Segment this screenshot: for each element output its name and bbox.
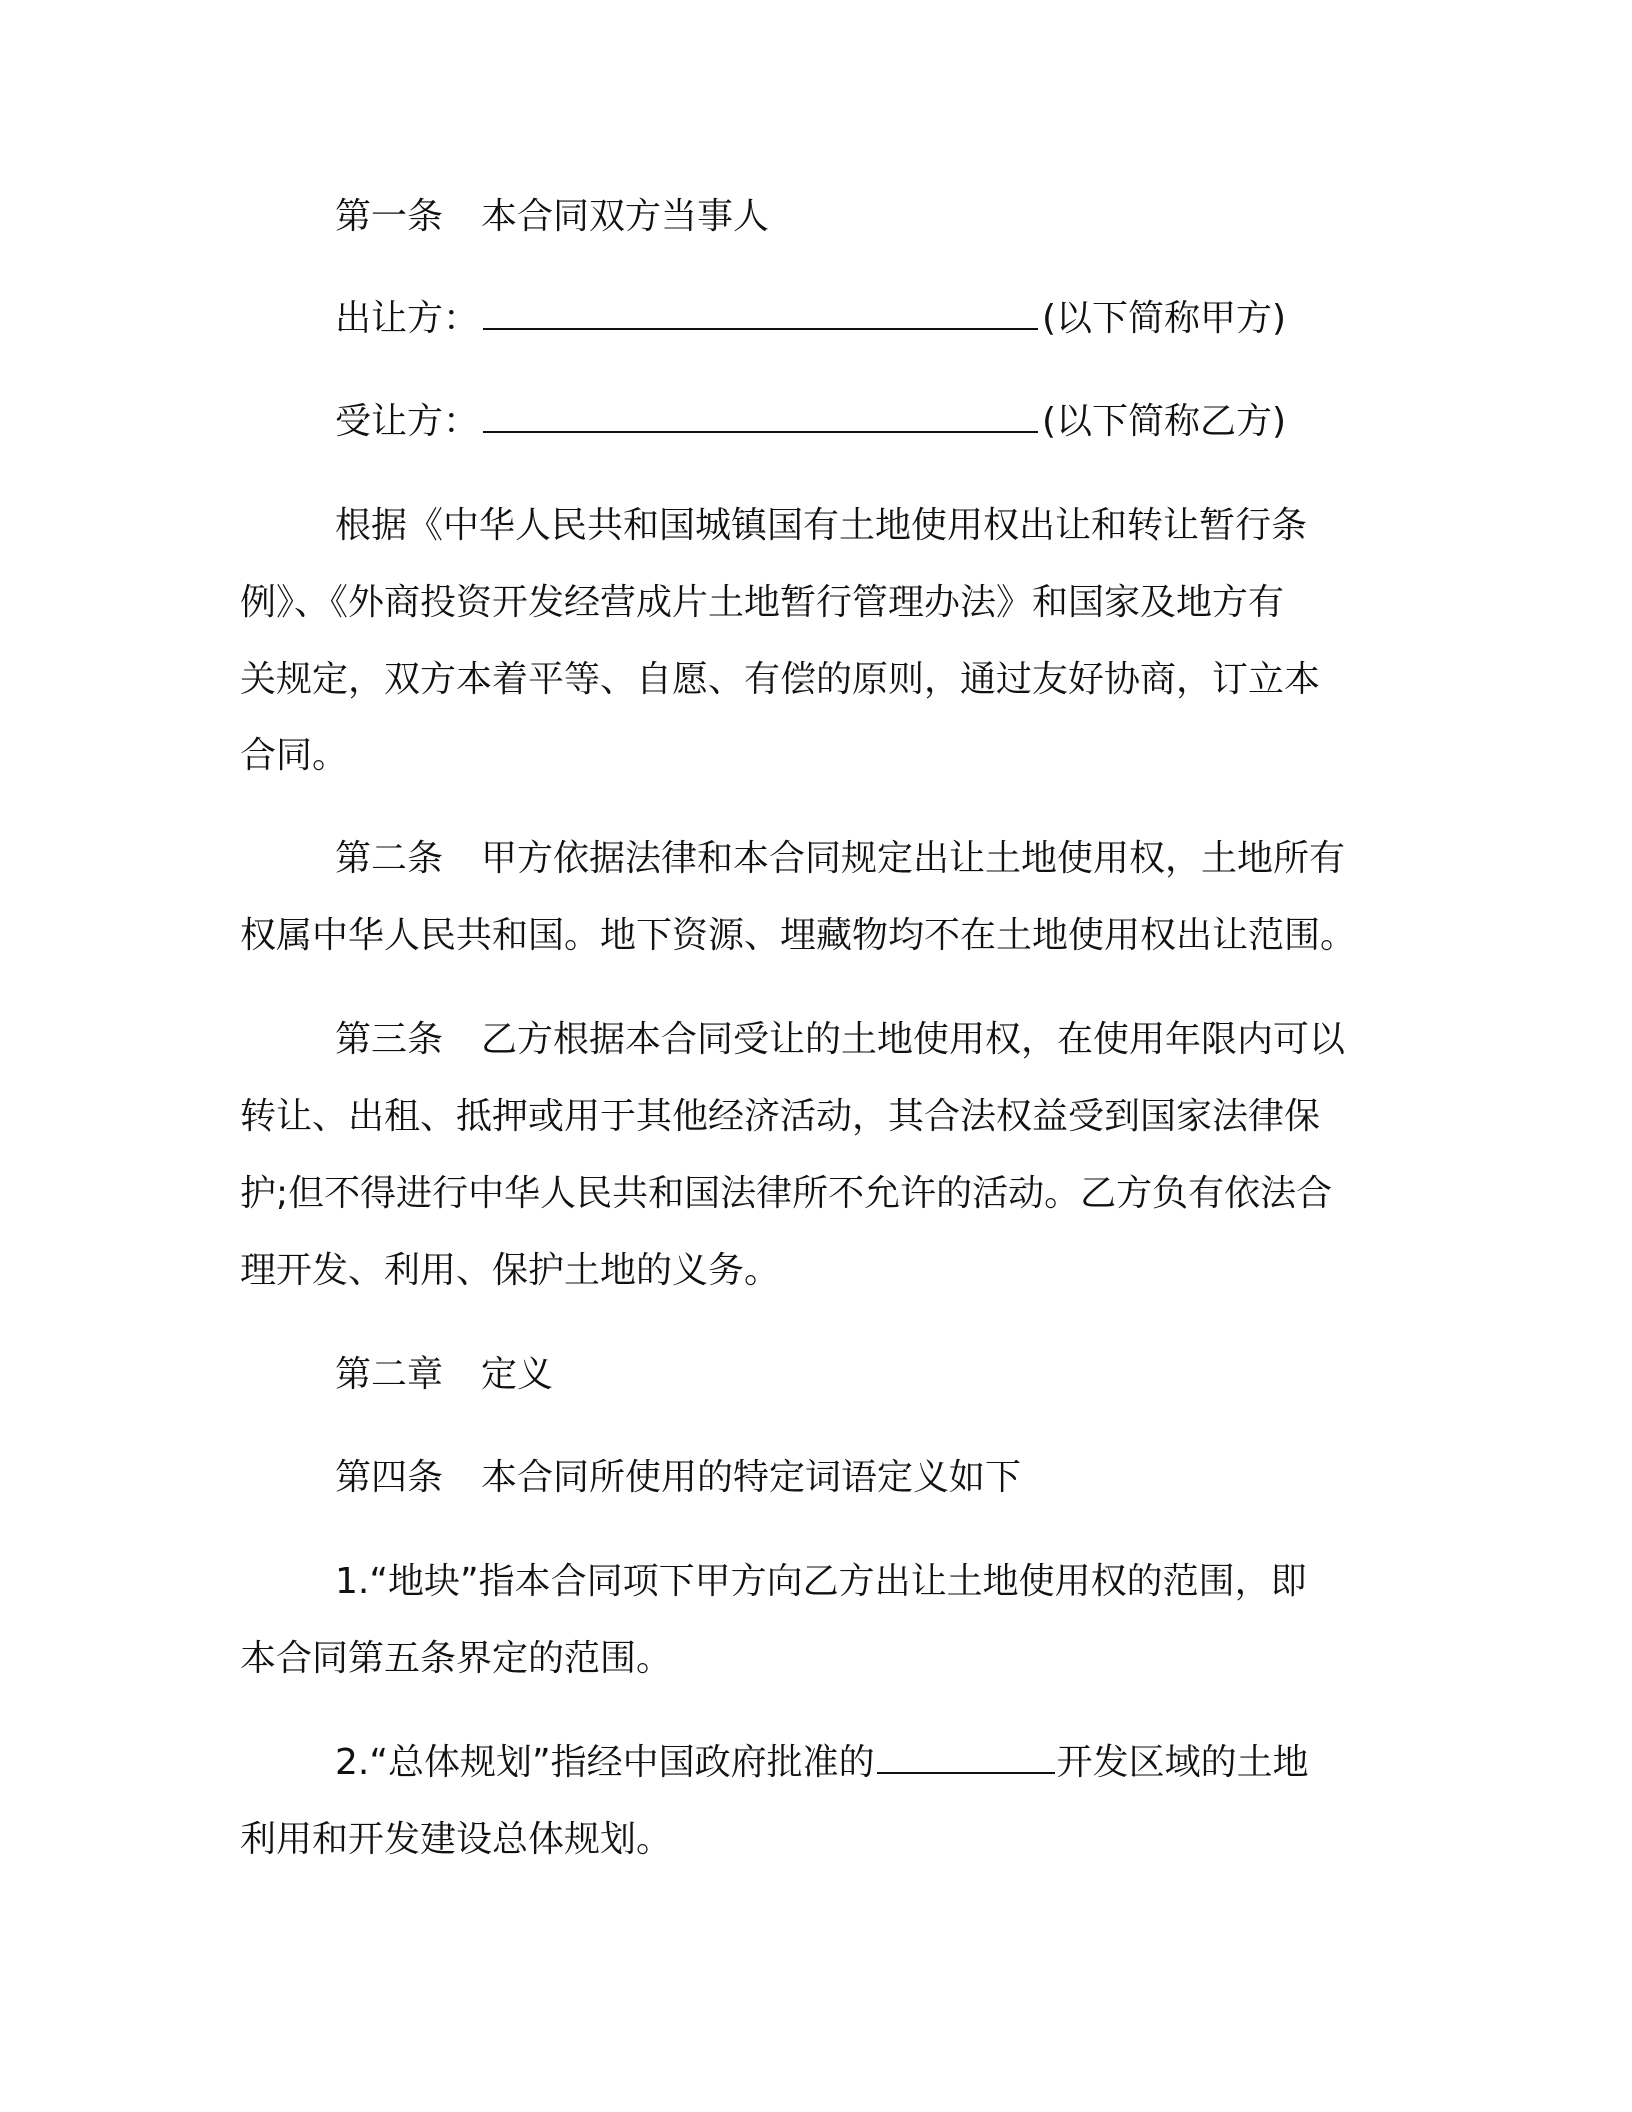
development-zone-blank[interactable] <box>877 1742 1055 1774</box>
article-number: 第四条 <box>335 1457 444 1498</box>
transferee-line <box>335 400 1286 444</box>
transferor-label: 出让方： <box>335 298 480 339</box>
article-number: 第三条 <box>335 1019 444 1060</box>
definition-1-line: 本合同第五条界定的范围。 <box>240 1638 673 1679</box>
article-3-line: 理开发、利用、保护土地的义务。 <box>240 1250 781 1291</box>
definition-2-line: 利用和开发建设总体规划。 <box>240 1819 673 1860</box>
definition-text: 开发区域的土地 <box>1056 1742 1309 1783</box>
article-number: 第二条 <box>335 838 444 879</box>
transferor-suffix: (以下简称甲方) <box>1042 298 1287 339</box>
transferee-blank[interactable] <box>483 401 1038 433</box>
article-3-line: 转让、出租、抵押或用于其他经济活动，其合法权益受到国家法律保 <box>240 1096 1321 1137</box>
article-3-line <box>335 1018 1345 1062</box>
article-text: 甲方依据法律和本合同规定出让土地使用权，土地所有 <box>481 838 1346 879</box>
article-text: 本合同所使用的特定词语定义如下 <box>481 1457 1022 1498</box>
preamble-line: 例》、《外商投资开发经营成片土地暂行管理办法》和国家及地方有 <box>240 582 1285 623</box>
article-title: 本合同双方当事人 <box>481 196 770 237</box>
article-number: 第一条 <box>335 196 444 237</box>
chapter-title: 定义 <box>481 1354 554 1395</box>
article-4-heading <box>335 1456 1021 1500</box>
preamble-line: 合同。 <box>240 735 349 776</box>
definition-2-line <box>335 1741 1309 1785</box>
chapter-2-heading <box>335 1353 553 1397</box>
definition-text: 2.“总体规划”指经中国政府批准的 <box>335 1742 875 1783</box>
article-text: 乙方根据本合同受让的土地使用权，在使用年限内可以 <box>481 1019 1346 1060</box>
article-2-line: 权属中华人民共和国。地下资源、埋藏物均不在土地使用权出让范围。 <box>240 915 1357 956</box>
definition-1-line: 1.“地块”指本合同项下甲方向乙方出让土地使用权的范围，即 <box>335 1561 1307 1602</box>
preamble-line: 根据《中华人民共和国城镇国有土地使用权出让和转让暂行条 <box>335 505 1308 546</box>
transferor-line <box>335 297 1286 341</box>
chapter-number: 第二章 <box>335 1354 444 1395</box>
preamble-line: 关规定，双方本着平等、自愿、有偿的原则，通过友好协商，订立本 <box>240 659 1321 700</box>
article-3-line: 护;但不得进行中华人民共和国法律所不允许的活动。乙方负有依法合 <box>240 1173 1333 1214</box>
article-2-line <box>335 837 1345 881</box>
transferor-blank[interactable] <box>483 298 1038 330</box>
article-1-heading <box>335 195 769 239</box>
transferee-suffix: (以下简称乙方) <box>1042 401 1287 442</box>
transferee-label: 受让方： <box>335 401 480 442</box>
